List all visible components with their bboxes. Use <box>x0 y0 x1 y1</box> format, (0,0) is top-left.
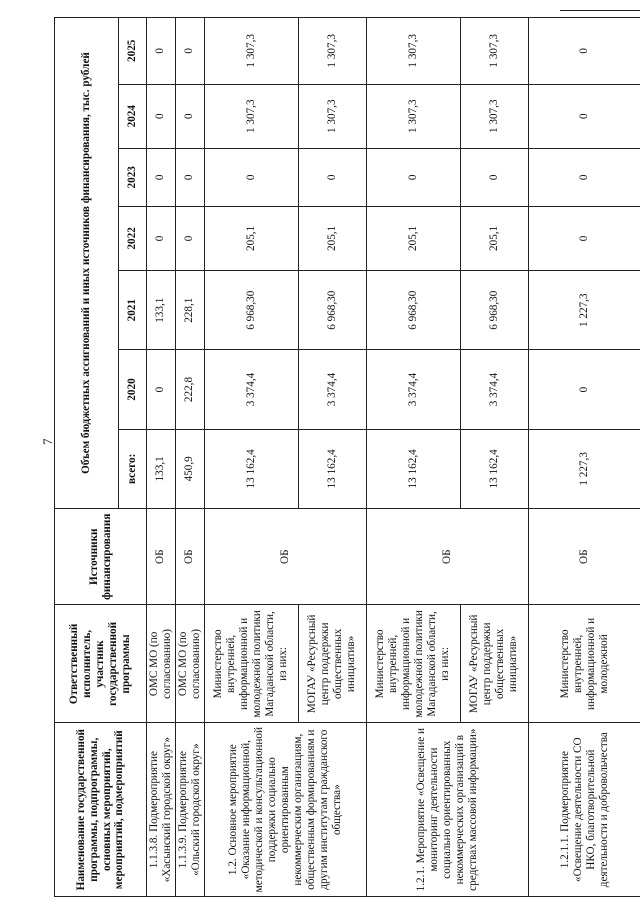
value-cell: 13 162,4 <box>204 429 298 508</box>
header-executor: Ответственный исполнитель, участник государственной программы <box>55 605 147 723</box>
row-name: 1.1.3.8. Подмероприятие «Хасынский городской округ» <box>147 723 176 897</box>
value-cell: 13 162,4 <box>460 429 528 508</box>
row-executor: ОМС МО (по согласованию) <box>147 605 176 723</box>
row-source: ОБ <box>528 508 640 604</box>
header-year: 2025 <box>119 18 147 85</box>
header-volume: Объем бюджетных ассигнований и иных источников финансирования, тыс. рублей <box>55 18 119 509</box>
value-cell: 133,1 <box>147 271 176 350</box>
value-cell: 13 162,4 <box>366 429 460 508</box>
value-cell: 0 <box>460 148 528 206</box>
value-cell: 0 <box>528 18 640 85</box>
value-cell: 6 968,30 <box>460 271 528 350</box>
row-name: 1.2.1.1. Подмероприятие «Освещение деятельности СО НКО, благотворительной деятельности и добровольчества <box>528 723 640 897</box>
value-cell: 1 307,3 <box>460 84 528 148</box>
header-year: 2022 <box>119 206 147 270</box>
value-cell: 1 307,3 <box>298 84 366 148</box>
header-year: всего: <box>119 429 147 508</box>
value-cell: 1 227,3 <box>528 271 640 350</box>
value-cell: 0 <box>366 148 460 206</box>
value-cell: 0 <box>175 18 204 85</box>
value-cell: 1 307,3 <box>204 84 298 148</box>
value-cell: 13 162,4 <box>298 429 366 508</box>
value-cell: 0 <box>147 84 176 148</box>
value-cell: 0 <box>204 148 298 206</box>
value-cell: 0 <box>147 350 176 429</box>
value-cell: 1 227,3 <box>528 429 640 508</box>
value-cell: 205,1 <box>204 206 298 270</box>
row-source: ОБ <box>366 508 528 604</box>
value-cell: 3 374,4 <box>460 350 528 429</box>
value-cell: 1 307,3 <box>460 18 528 85</box>
row-name: 1.1.3.9. Подмероприятие «Ольский городской округ» <box>175 723 204 897</box>
value-cell: 0 <box>175 206 204 270</box>
value-cell: 205,1 <box>298 206 366 270</box>
header-year: 2021 <box>119 271 147 350</box>
table-row <box>366 18 460 897</box>
row-executor: МОГАУ «Ресурсный центр поддержки общественных инициатив» <box>460 605 528 723</box>
row-source: ОБ <box>175 508 204 604</box>
table-row <box>175 18 204 897</box>
value-cell: 6 968,30 <box>204 271 298 350</box>
value-cell: 0 <box>528 84 640 148</box>
header-year: 2023 <box>119 148 147 206</box>
value-cell: 6 968,30 <box>298 271 366 350</box>
budget-table <box>54 17 640 897</box>
row-source: ОБ <box>147 508 176 604</box>
table-row <box>147 18 176 897</box>
header-year: 2020 <box>119 350 147 429</box>
value-cell: 6 968,30 <box>366 271 460 350</box>
value-cell: 450,9 <box>175 429 204 508</box>
row-source: ОБ <box>204 508 366 604</box>
value-cell: 0 <box>175 148 204 206</box>
row-executor: Министерство внутренней, информационной и молодежной политики Магаданской области, из них: <box>366 605 460 723</box>
value-cell: 222,8 <box>175 350 204 429</box>
row-executor: Министерство внутренней, информационной и молодежной <box>528 605 640 723</box>
header-name: Наименование государственной программы, подпрограммы, основных мероприятий, мероприятий, подмероприятий <box>55 723 147 897</box>
value-cell: 1 307,3 <box>366 84 460 148</box>
value-cell: 1 307,3 <box>298 18 366 85</box>
value-cell: 0 <box>528 206 640 270</box>
page-number: 7 <box>40 438 55 445</box>
value-cell: 0 <box>528 148 640 206</box>
table-row <box>204 18 298 897</box>
value-cell: 228,1 <box>175 271 204 350</box>
value-cell: 0 <box>147 148 176 206</box>
row-name: 1.2. Основное мероприятие «Оказание информационной, методической и консультационной поддержки социально ориентированным некоммерческим организациям, общественным формированиям и другим институтам гражданского общества» <box>204 723 366 897</box>
header-row-1 <box>55 18 119 897</box>
value-cell: 1 307,3 <box>366 18 460 85</box>
value-cell: 0 <box>175 84 204 148</box>
top-rule-line <box>560 10 640 11</box>
header-source: Источники финансирования <box>55 508 147 604</box>
value-cell: 1 307,3 <box>204 18 298 85</box>
value-cell: 0 <box>147 18 176 85</box>
rotated-budget-table-page <box>54 17 639 897</box>
row-executor: Министерство внутренней, информационной и молодежной политики Магаданской области, из них: <box>204 605 298 723</box>
value-cell: 205,1 <box>366 206 460 270</box>
value-cell: 3 374,4 <box>204 350 298 429</box>
row-executor: МОГАУ «Ресурсный центр поддержки общественных инициатив» <box>298 605 366 723</box>
value-cell: 133,1 <box>147 429 176 508</box>
value-cell: 3 374,4 <box>298 350 366 429</box>
table-row <box>528 18 640 897</box>
row-executor: ОМС МО (по согласованию) <box>175 605 204 723</box>
row-name: 1.2.1. Мероприятие «Освещение и мониторинг деятельности социально ориентированных некоммерческих организаций в средствах массовой информации» <box>366 723 528 897</box>
value-cell: 3 374,4 <box>366 350 460 429</box>
value-cell: 0 <box>528 350 640 429</box>
header-year: 2024 <box>119 84 147 148</box>
value-cell: 0 <box>147 206 176 270</box>
value-cell: 205,1 <box>460 206 528 270</box>
value-cell: 0 <box>298 148 366 206</box>
